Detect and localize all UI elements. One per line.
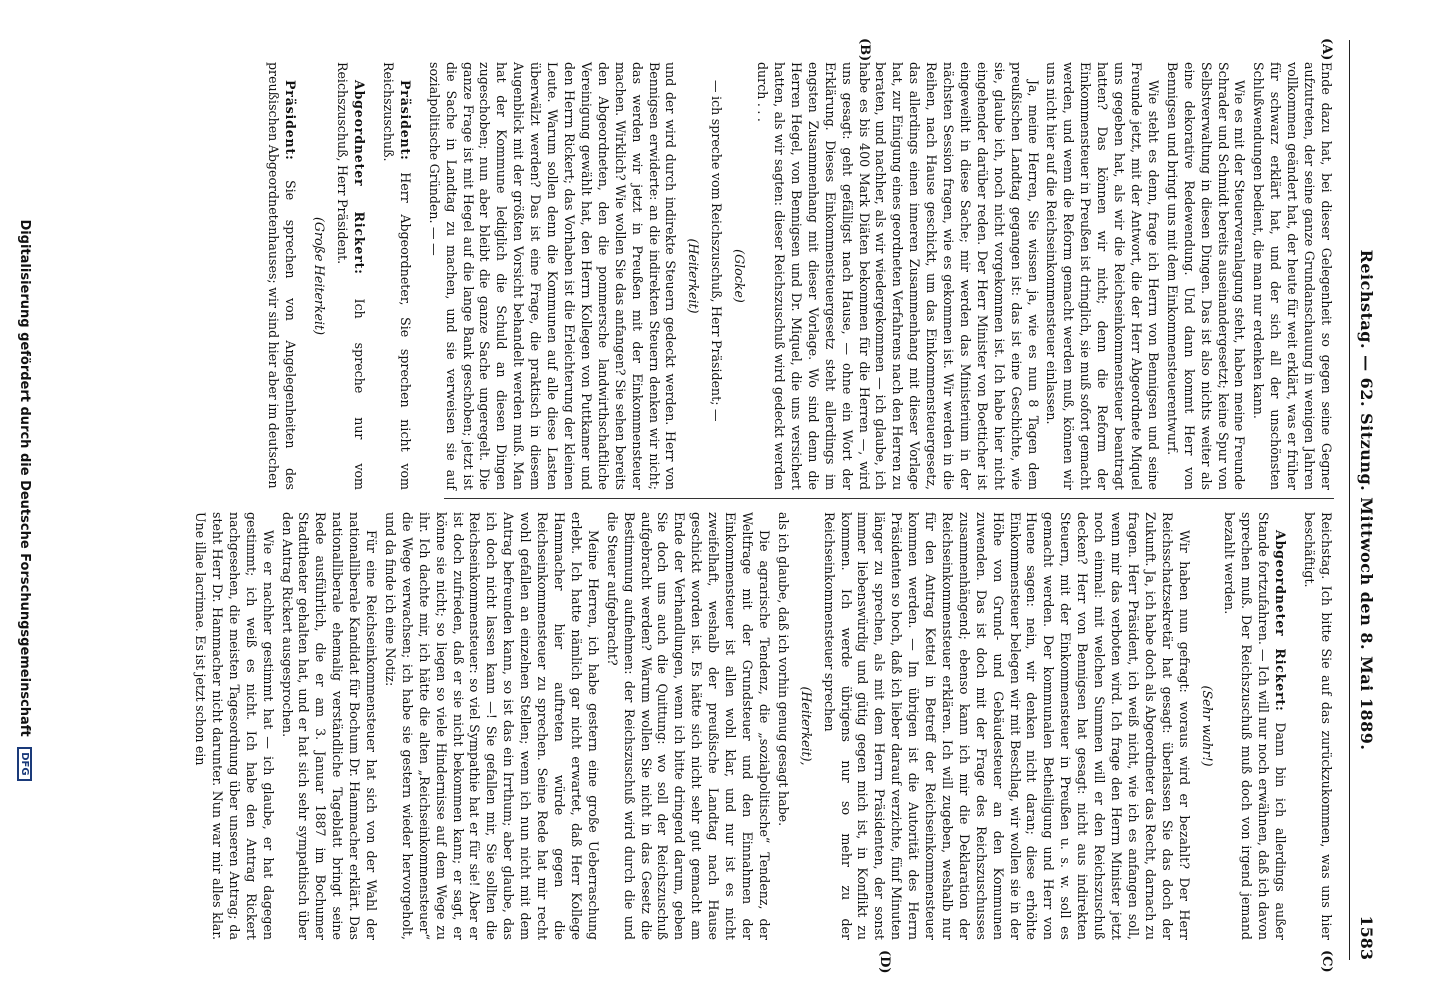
stage-note: (Heiterkeit), <box>798 686 814 766</box>
margin-marker-a: (A) <box>1319 38 1334 61</box>
paragraph: Wie es mit der Steuerveranlagung steht, haben meine Freunde Schrader und Schmidt bereits auseinandergesetzt; keine Spur von Selbstverwaltung in diesen Dingen. Das ist also nichts weiter als eine dekorative Redewendung. Und dann kommt Herr von Bennigsen und bringt uns mit dem Einkommensteuerentwurf. <box>1164 62 1248 490</box>
page-header <box>1349 40 1380 960</box>
speaker-name: Abgeordneter Rickert: <box>352 80 368 275</box>
speaker-name: Präsident: <box>397 80 413 161</box>
speech-text: Dann bin ich allerdings außer Stande fortzufahren. — Ich will nur noch erwähnen, daß ich davon sprechen muß. Der Reichszuschuß muß doch von irgend jemand bezahlt werden. <box>1222 512 1289 941</box>
speech-paragraph <box>333 62 367 490</box>
speech-text: Sie sprechen von Angelegenheiten des preußischen Abgeordnetenhauses; wir sind hier aber im deutschen <box>266 62 299 490</box>
digitization-footer <box>17 0 32 1000</box>
paragraph: Ende dazu hat, bei dieser Gelegenheit so gegen seine Gegner aufzutreten, der seine ganze Grundanschauung in wenigen Jahren vollkommen geändert hat, der heute für weit erklärt, was er früher für schwarz erklärt hat, und der sich all der unschönsten Schlußwendungen bedient, die man nur erdenken kann. <box>1251 62 1334 490</box>
quote-paragraph: Für eine Reichseinkommensteuer hat sich von der Wahl der nationalliberale Kandidat für Bochum Dr. Hammacher erklärt. Das nationalliberale ehemalig verständliche Tageblatt bringt seine Rede ausführlich, die er am 3. Januar 1887 im Bochumer Stadttheater gehalten hat, und er hat sich sehr sympathisch über den Antrag Rickert ausgesprochen. <box>279 512 380 940</box>
dfg-logo-icon: DFG <box>17 747 32 780</box>
stage-note: (Heiterkeit) <box>686 238 702 314</box>
paragraph: und der wird durch indirekte Steuern gedeckt werden. Herr von Bennigsen erwiderte: an die indirekten Steuern denken wir nicht; das werden wir jetzt in Preußen mit der Einkommensteuer machen. Wirklich? Wie wollen Sie das anfangen? Sie sehen bereits den Abgeordneten, den die pommersche landwirthschaftliche Vereinigung gewählt hat, den Herrn Kollegen von Puttkamer und den Herrn Rickert; das Vorhaben ist die Erleichterung der kleinen Leute. Warum sollen denn die Kommunen auf alle diese Lasten überwälzt werden? Das ist eine Frage, die praktisch in diesem Augenblick mit der größten Vorsicht behandelt werden muß. Man hat der Kommune lediglich die Schuld an diesen Dingen zugeschoben; nun aber bleibt die ganze Sache ungeregelt. Die ganze Frage ist mit Hegel auf die lange Bank geschoben; jetzt ist die Sache in Landtag zu machen, und sie verweisen sie auf sozialpolitische Gründen. — — <box>426 62 679 490</box>
left-column <box>263 62 1334 490</box>
column-divider <box>444 498 1334 499</box>
paragraph: Reichstag. Ich bitte Sie auf das zurückzukommen, was uns hier beschäftigt. <box>1302 512 1334 940</box>
paragraph: Wie er nachher gestimmt hat — ich glaube, er hat dagegen gestimmt; ich weiß es nicht. Ich habe den Antrag Rickert nachgesehen, die meisten Tagesordnung über unseren Antrag; da steht Herr Dr. Hammacher nicht darunter. Nun war mir alles klar. Une illae lacrimae. Es ist jetzt schon ein <box>193 512 276 940</box>
margin-marker-c: (C) <box>1319 950 1334 973</box>
paragraph: Ja, meine Herren, Sie wissen ja, wie es nun 8 Tagen dem preußischen Landtag gegangen ist: das ist eine Geschichte, wie sie, glaube ich, noch nicht vorgekommen ist. Ich habe hier nicht eingehender darüber reden. Der Herr Minister von Boetticher ist eingeweiht in diese Sache; mir werden das Ministerium in der nächsten Session fragen, wie es gekommen ist. Wir werden in die Reihen, nach Hause geschickt, um das Einkommensteuergesetz, das allerdings einen inneren Zusammenhang mit dieser Vorlage hat, zur Einigung eines geordneten Verfahrens nach den Herren zu beraten, und nachher, als wir wiedergekommen — ich glaube, ich habe es bis 400 Mark Diäten bekommen für die Herren —, wird uns gesagt: geht gefälligst nach Hause, — ohne ein Wort der Erklärung. Dieses Einkommensteuergesetz steht allerdings im engsten Zusammenhang mit dieser Vorlage. Wo sind denn die Herren Hegel, von Bennigsen und Dr. Miquel, die uns versichert hatten, als wir sagten: dieser Reichszuschuß wird gedeckt werden durch . . . <box>755 62 1041 490</box>
stage-note: (Große Heiterkeit) <box>312 216 328 336</box>
speech-paragraph <box>1221 512 1289 940</box>
speaker-name: Abgeordneter Rickert: <box>1273 530 1289 712</box>
speech-paragraph <box>265 62 299 490</box>
paragraph: Meine Herren, ich habe gestern eine große Ueberraschung erlebt. Ich hatte nämlich gar nicht erwartet, daß Herr Kollege Hammacher hier auftreten würde gegen die Reichseinkommensteuer zu sprechen. Seine Rede hat mir recht wohl gefallen an einzelnen Stellen; wenn ich nun nicht mit dem Antrag befreunden kann, so ist das ein Irrthum; aber glaube, das ich doch nicht lassen kann —! Sie gefallen mir, Sie sollten die Reichseinkommensteuer: so viel Sympathie hat er für sie! Aber er ist doch zufrieden, daß er sie nicht bekommen kann; er sagt, er könne sie nicht; so liegen so viele Hindernisse auf dem Wege zu ihr. Ich dachte mir, ich hätte die alten „Reichseinkommensteuer“ die Wege verwachsen; ich habe sie gestern wieder hervorgeholt, und da finde ich eine Notiz: <box>382 512 601 940</box>
paragraph: Wie steht es denn, frage ich Herrn von Bennigsen und seine Freunde jetzt, mit der Antwort, die der Herr Abgeordnete Miquel uns gegeben hat, als wir die Reichseinkommensteuer beantragt hatten? Das können wir nicht; denn die Reform der Einkommensteuer in Preußen ist dringlich, sie muß sofort gemacht werden, und wenn die Reform gemacht werden muß, können wir uns nicht hier auf die Reichseinkommensteuer einlassen. <box>1044 62 1161 490</box>
page-number: 1583 <box>1357 915 1376 960</box>
margin-marker-d: (D) <box>877 950 892 974</box>
paragraph: — ich spreche vom Reichszuschuß, Herr Präsident; — <box>709 80 725 422</box>
paragraph: Wir haben nun gefragt: woraus wird er bezahlt? Der Herr Reichsschatzsekretär hat gesagt: überlassen Sie das doch der Zukunft. Ja, ich habe doch als Abgeordneter das Recht, darnach zu fragen. Herr Präsident, ich weiß nicht, wie ich es anfangen soll, wenn mir das verboten wird. Ich frage den Herrn Minister jetzt noch einmal: mit welchen Summen will er den Reichszuschuß decken? Herr von Bennigsen hat gesagt: nicht aus indirekten Steuern, mit der Einkommensteuer in Preußen u. s. w. soll es gemacht werden. Der kommunalen Betheiligung und Herr von Huene sagen: nein, wir denken nicht daran; diese erhöhte Einkommensteuer belegen wir mit Beschlag, wir wollen sie in der Höhe von Grund- und Gebäudesteuer an den Kommunen zuwenden. Das ist doch mit der Frage des Reichszuschusses zusammenhängend; ebenso kann ich mir die Deklaration der Reichseinkommensteuer erklären. Ich will zugeben, weshalb nur für den Antrag Kettel in Betreff der Reichseinkommensteuer kommen werden. — Im übrigen ist die Autorität des Herrn Präsidenten so hoch, daß ich lieber darauf verzichte, fünf Minuten länger zu sprechen, als mit dem Herrn Präsidenten, der sonst immer liebenswürdig und gütig gegen mich ist, in Konflikt zu kommen. Ich werde übrigens nur so mehr zu der Reichseinkommensteuer sprechen <box>821 512 1192 940</box>
margin-marker-b: (B) <box>857 38 872 62</box>
footer-text: Digitalisierung gefördert durch die Deutsche Forschungsgemeinschaft <box>17 219 32 737</box>
speaker-name: Präsident: <box>283 80 299 161</box>
right-column <box>189 512 1334 940</box>
speech-text: Herr Abgeordneter, Sie sprechen nicht vom Reichszuschuß. <box>380 62 413 490</box>
header-title: Reichstag. — 62. Sitzung. Mittwoch den 8. Mai 1889. <box>1357 249 1376 751</box>
stage-note: (Sehr wahr!) <box>1199 685 1215 767</box>
stage-note: (Glocke) <box>732 249 748 303</box>
speech-paragraph <box>379 62 413 490</box>
paragraph: Die agrarische Tendenz, die „sozialpolitische“ Tendenz, der Weltfrage mit der Grundsteuer und den Einnahmen der Einkommensteuer ist allen wohl klar, und nur ist es nicht zweifelhaft, weshalb der preußische Landtag nach Hause geschickt worden ist. Es hätte sich nicht sehr gut gemacht am Ende der Verhandlungen, wenn ich bitte dringend darum, geben Sie doch uns auch die Quittung: wo soll der Reichszuschuß aufgebracht werden? Warum wollen Sie nicht in das Gesetz die Bestimmung aufnehmen: der Reichszuschuß wird durch die und die Steuer aufgebracht? <box>604 512 772 940</box>
speech-text: Ich spreche nur vom Reichszuschuß, Herr Präsident. <box>335 62 368 490</box>
paragraph: als ich glaube, daß ich vorhin genug gesagt habe. <box>775 512 791 827</box>
